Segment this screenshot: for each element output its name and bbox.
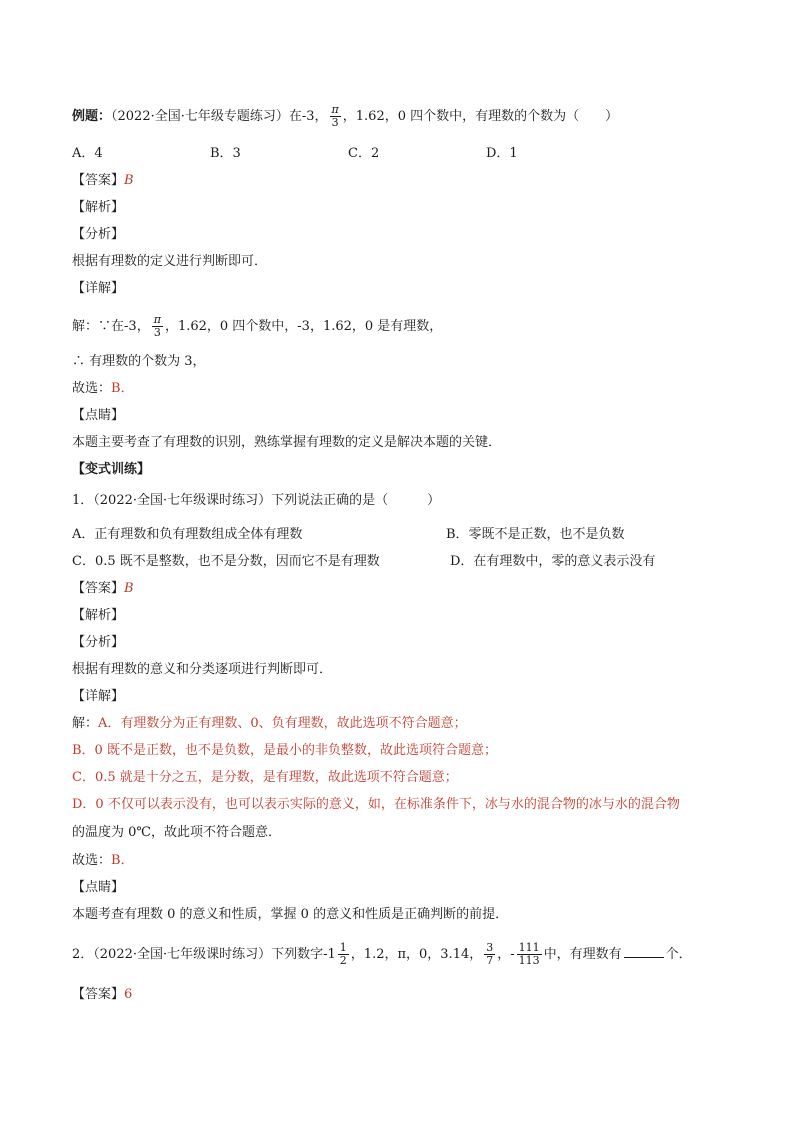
q1-fenxi-label: 【分析】 (72, 635, 125, 650)
example-detail-label: 【详解】 (72, 281, 125, 296)
detail-pi-over-3-fraction: $\frac{\pi}{3}$ (153, 313, 161, 339)
q1-answer-value: B (124, 581, 134, 596)
example-analysis-label: 【解析】 (72, 200, 125, 215)
example-source: （2022·全国·七年级专题练习） (111, 109, 289, 124)
example-question-pre: 在-3， (288, 109, 328, 124)
q2-fraction-3-7: $\frac{3}{7}$ (486, 941, 494, 967)
example-question-post: ，1.62，0 四个数中，有理数的个数为（ ） (342, 109, 619, 124)
example-question (72, 104, 618, 129)
example-label: 例题： (72, 109, 112, 124)
example-detail-line: 解：∵在-3， $\frac{\pi}{3}$ ，1.62，0 四个数中，-3，1.62，0 是有理数， (72, 313, 443, 339)
q2-mixed-fraction: $\frac{1}{2}$ (339, 941, 347, 967)
example-option-c: C．2 (348, 146, 380, 161)
q1-fenxi-text: 根据有理数的意义和分类逐项进行判断即可． (72, 662, 333, 677)
q1-option-c: C．0.5 既不是整数，也不是分数，因而它不是有理数 (72, 554, 380, 569)
q1-option-a: A．正有理数和负有理数组成全体有理数 (72, 527, 303, 542)
q1-detail-d-line1: D．0 不仅可以表示没有，也可以表示实际的意义，如，在标准条件下，冰与水的混合物的冰与水的混合物 (72, 797, 680, 812)
q1-option-d: D．在有理数中，零的意义表示没有 (450, 554, 656, 569)
q1-comment-label: 【点睛】 (72, 880, 125, 895)
example-answer: 【答案】B (72, 173, 134, 188)
training-heading: 【变式训练】 (72, 462, 151, 477)
example-option-b: B．3 (210, 146, 241, 161)
q1-detail-c: C．0.5 就是十分之五，是分数，是有理数，故此选项不符合题意； (72, 770, 458, 785)
q1-detail-b: B．0 既不是正数，也不是负数，是最小的非负整数，故此选项符合题意； (72, 743, 497, 758)
example-fenxi-label: 【分析】 (72, 227, 125, 242)
q2-answer: 【答案】6 (72, 987, 133, 1002)
q1-choose: 故选：B． (72, 853, 134, 868)
q1-answer: 【答案】B (72, 581, 134, 596)
q1-comment-text: 本题考查有理数 0 的意义和性质，掌握 0 的意义和性质是正确判断的前提． (72, 907, 509, 922)
q2-stem: 2．（2022·全国·七年级课时练习）下列数字-1 $\frac{1}{2}$ ，1.2，π，0，3.14， $\frac{3}{7}$ ，- $\frac{111}{113}$ 中，有理数有 个． (72, 941, 692, 967)
q1-detail-a: 解：A．有理数分为正有理数、0、负有理数，故此选项不符合题意； (72, 716, 467, 731)
q1-analysis-label: 【解析】 (72, 608, 125, 623)
q2-answer-blank (624, 943, 664, 958)
q1-stem: 1．（2022·全国·七年级课时练习）下列说法正确的是（ ） (72, 493, 441, 508)
example-choose: 故选：B． (72, 381, 134, 396)
example-option-a: A．4 (72, 146, 103, 161)
q1-detail-d-line2: 的温度为 0℃，故此项不符合题意． (72, 825, 281, 840)
example-comment-text: 本题主要考查了有理数的识别，熟练掌握有理数的定义是解决本题的关键． (72, 435, 502, 450)
pi-over-3-fraction: $\frac{\pi}{3}$ (331, 103, 339, 129)
example-therefore-line: ∴ 有理数的个数为 3， (72, 354, 206, 369)
example-comment-label: 【点睛】 (72, 408, 125, 423)
q1-detail-label: 【详解】 (72, 689, 125, 704)
example-answer-value: B (124, 173, 134, 188)
because-symbol: ∵ (98, 319, 112, 334)
q2-answer-value: 6 (124, 987, 133, 1002)
q1-option-b: B．零既不是正数，也不是负数 (446, 527, 625, 542)
example-fenxi-text: 根据有理数的定义进行判断即可． (72, 254, 268, 269)
q2-fraction-111-113: $\frac{111}{113}$ (518, 941, 540, 967)
example-option-d: D．1 (486, 146, 518, 161)
